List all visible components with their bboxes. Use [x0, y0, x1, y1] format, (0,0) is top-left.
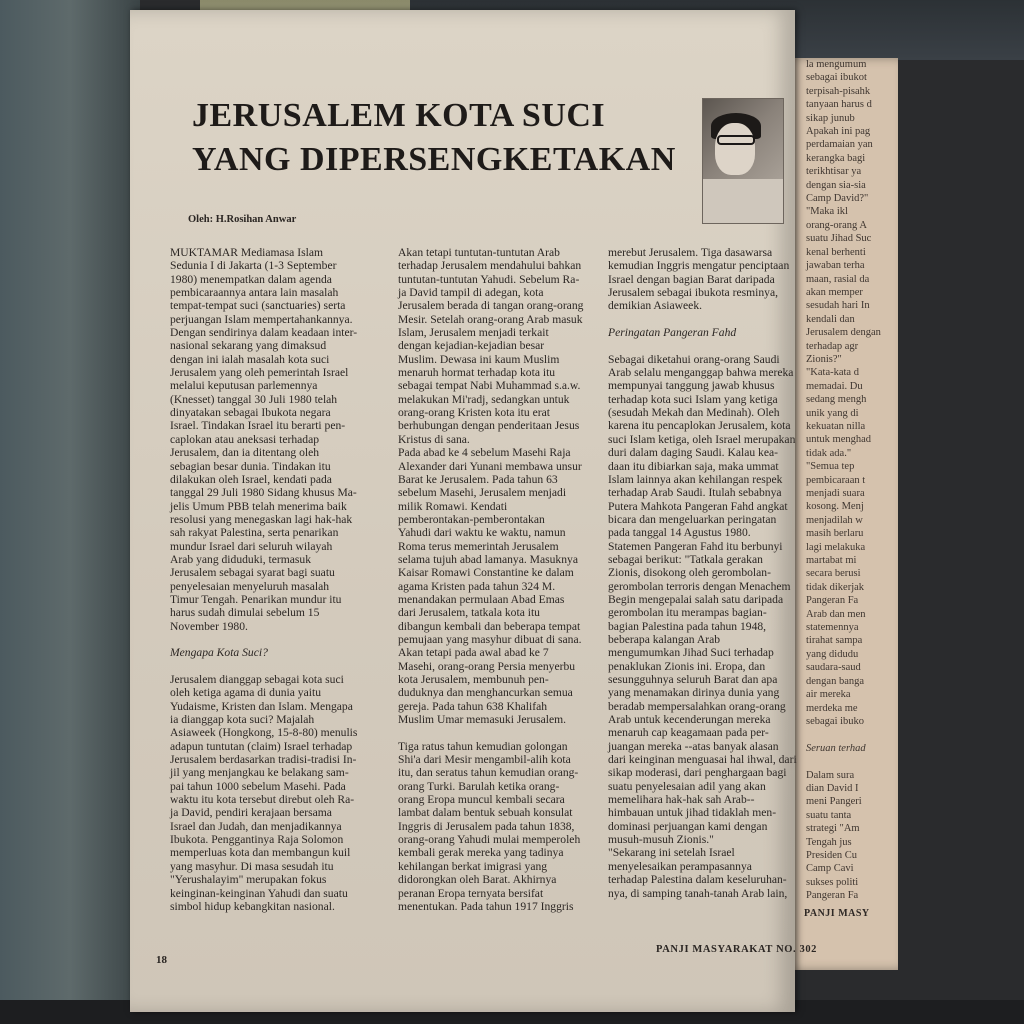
text-line: sikap junub	[806, 112, 855, 124]
text-line: tidak dikerjak	[806, 581, 865, 593]
text-line: demikian Asiaweek.	[608, 299, 703, 313]
text-line: tuntutan-tuntutan Yahudi. Sebelum Ra-	[398, 272, 580, 286]
text-line: ia dianggap kota suci? Majalah	[170, 713, 315, 727]
text-line: martabat mi	[806, 555, 857, 567]
text-line: unik yang di	[806, 407, 859, 419]
facing-page-text	[788, 58, 898, 903]
text-line: tanyaan harus d	[806, 99, 872, 111]
text-line: yang menamakan dirinya dunia yang	[608, 686, 780, 700]
text-line: Shi'a dari Mesir mengambil-alih kota	[398, 753, 571, 767]
text-line: sukses politi	[806, 876, 859, 888]
author-photo-shirt	[703, 179, 783, 223]
text-line: melakukan Mi'radj, sedangkan untuk	[398, 392, 570, 406]
text-line: "Yerushalayim" merupakan fokus	[170, 873, 327, 887]
text-line: sebagai ibuko	[806, 715, 865, 727]
text-line: Akan tetapi tuntutan-tuntutan Arab	[398, 246, 560, 259]
text-line: pai tahun 1000 sebelum Masehi. Pada	[170, 779, 346, 793]
text-line: Putera Mahkota Pangeran Fahd angkat	[608, 499, 788, 513]
text-line: (sesudah Mekah dan Medinah). Oleh	[608, 406, 780, 420]
text-line: ja David, pendiri kerajaan bersama	[170, 806, 332, 820]
text-line: menentukan. Pada tahun 1917 Inggris	[398, 899, 574, 913]
text-line: secara berusi	[806, 568, 861, 580]
text-line: tidak ada."	[806, 447, 852, 459]
text-line: Sebagai diketahui orang-orang Saudi	[608, 352, 780, 366]
text-column-2	[398, 246, 608, 913]
text-line: pembicaraan t	[806, 474, 866, 486]
text-line: Jerusalem sebagai ibukota resminya,	[608, 286, 778, 300]
text-line: jil yang menjangkau ke belakang sam-	[170, 766, 349, 780]
text-line: Muslim Umar memasuki Jerusalem.	[398, 713, 567, 727]
magazine-page	[130, 10, 818, 1012]
text-line: Pangeran Fa	[806, 595, 859, 607]
text-line: Presiden Cu	[806, 849, 858, 861]
author-photo-face	[715, 123, 755, 175]
text-line: caplokan atau aneksasi terhadap	[170, 432, 320, 446]
text-line: "Semua tep	[806, 461, 855, 473]
blank-line	[788, 755, 898, 768]
text-line: Sedunia I di Jakarta (1-3 September	[170, 259, 337, 273]
text-line: orang-orang A	[806, 219, 867, 231]
text-line: Statemen Pangeran Fahd itu berbunyi	[608, 539, 783, 553]
section-heading: Peringatan Pangeran Fahd	[608, 326, 737, 340]
text-line: penyelesaian menyeluruh masalah	[170, 579, 330, 593]
text-line: Pangeran Fa	[806, 890, 859, 902]
text-line: dengan banga	[806, 675, 865, 687]
text-line: MUKTAMAR Mediamasa Islam	[170, 246, 323, 259]
blank-line	[170, 660, 402, 673]
text-line: sebagai ibukot	[806, 72, 867, 84]
text-line: terikhtisar ya	[806, 166, 862, 178]
text-line: terhadap Palestina dalam keseluruhan-	[608, 873, 787, 887]
text-line: karena itu pencaplokan Jerusalem, kota	[608, 419, 791, 433]
text-line: peranan Eropa ternyata bersifat	[398, 886, 544, 900]
text-line: memelihara hak-hak sah Arab--	[608, 793, 755, 807]
text-line: Kaisar Romawi Constantine ke dalam	[398, 566, 574, 580]
text-line: kosong. Menj	[806, 501, 864, 513]
text-line: perdamaian yan	[806, 139, 873, 151]
text-line: daan itu dibiarkan saja, maka ummat	[608, 459, 779, 473]
text-line: suatu penyelesaian adil yang akan	[608, 779, 766, 793]
text-line: Islam lainnya akan kehilangan respek	[608, 472, 783, 486]
text-line: pada tanggal 14 Agustus 1980.	[608, 526, 751, 540]
text-line: Roma terus memerintah Jerusalem	[398, 539, 559, 553]
text-line: duri dalam daging Saudi. Kalau kea-	[608, 446, 778, 460]
text-line: lambat dalam bentuk sebuah konsulat	[398, 806, 573, 820]
text-line: juangan mereka --atas banyak alasan	[608, 739, 779, 753]
text-line: keinginan-keinginan Yahudi dan suatu	[170, 886, 348, 900]
text-line: sah rakyat Palestina, serta penarikan	[170, 526, 339, 540]
text-line: merdeka me	[806, 702, 858, 714]
text-line: "Maka ikl	[806, 206, 848, 218]
text-line: saudara-saud	[806, 662, 861, 674]
text-line: sebagian besar dunia. Tindakan itu	[170, 459, 331, 473]
text-line: dinyatakan sebagai Ibukota negara	[170, 406, 331, 420]
text-line: lagi melakuka	[806, 541, 866, 553]
text-line: maan, rasial da	[806, 273, 870, 285]
text-line: Begin mengepalai salah satu daripada	[608, 592, 784, 606]
text-line: Jerusalem yang oleh pemerintah Israel	[170, 366, 349, 380]
text-line: Jerusalem berdasarkan tradisi-tradisi In-	[170, 753, 357, 767]
text-line: akan memper	[806, 286, 863, 298]
text-line: Kristus di sana.	[398, 432, 470, 446]
text-line: meni Pangeri	[806, 796, 862, 808]
text-line: Camp Cavi	[806, 863, 854, 875]
text-line: terpisah-pisahk	[806, 85, 871, 97]
title-line-2: YANG DIPERSENGKETAKAN	[192, 141, 676, 178]
text-line: Barat ke Jerusalem. Pada tahun 63	[398, 472, 558, 486]
text-line: simbol hidup kebangkitan nasional.	[170, 899, 335, 913]
text-line: Arab untuk kecenderungan mereka	[608, 713, 771, 727]
text-line: sedang mengh	[806, 394, 867, 406]
running-footer: PANJI MASYARAKAT NO. 302	[656, 944, 818, 955]
blank-line	[608, 339, 798, 352]
text-line: orang Turki. Barulah ketika orang-	[398, 779, 560, 793]
text-line: Tengah jus	[806, 836, 852, 848]
text-line: kenal berhenti	[806, 246, 866, 258]
text-line: kehilangan berkat imigrasi yang	[398, 859, 548, 873]
text-line: terhadap Arab Saudi. Itulah sebabnya	[608, 486, 782, 500]
text-line: Dengan sendirinya dalam keadaan inter-	[170, 326, 358, 340]
blank-line	[788, 728, 898, 741]
section-heading: Mengapa Kota Suci?	[170, 646, 268, 660]
text-line: nasional sekarang yang dimaksud	[170, 339, 327, 353]
text-line: Jerusalem dianggap sebagai kota suci	[170, 673, 344, 686]
text-line: Jerusalem, dan ia ditentang oleh	[170, 446, 320, 460]
text-line: resolusi yang menegaskan lagi hak-hak	[170, 512, 353, 526]
text-line: Muslim. Dewasa ini kaum Muslim	[398, 352, 560, 366]
text-line: milik Romawi. Kendati	[398, 499, 508, 513]
text-line: dian David I	[806, 782, 859, 794]
text-line: Asiaweek (Hongkong, 15-8-80) menulis	[170, 726, 358, 740]
text-line: 1980) menempatkan dalam agenda	[170, 272, 332, 286]
text-line: Jerusalem berada di tangan orang-orang	[398, 299, 584, 313]
text-line: selama tujuh abad lamanya. Masuknya	[398, 552, 578, 566]
text-line: adapun tuntutan (claim) Israel terhadap	[170, 739, 353, 753]
text-line: menandakan permulaan Abad Emas	[398, 592, 565, 606]
title-line-1: JERUSALEM KOTA SUCI	[192, 97, 606, 134]
text-line: orang-orang Yahudi mulai memperoleh	[398, 833, 581, 847]
text-line: statemennya	[806, 622, 859, 634]
text-line: gerombolan itu merampas bagian-	[608, 606, 767, 620]
text-line: suatu Jihad Suc	[806, 233, 872, 245]
blank-line	[170, 633, 402, 646]
text-line: gereja. Pada tahun 638 Khalifah	[398, 699, 548, 713]
text-column-3	[608, 246, 798, 900]
text-line: melalui keputusan parlemennya	[170, 379, 318, 393]
text-line: oleh ketiga agama di dunia yaitu	[170, 686, 321, 700]
text-line: pemujaan yang masyhur dibuat di sana.	[398, 632, 582, 646]
text-line: perjuangan Islam mempertahankannya.	[170, 312, 353, 326]
section-heading: Seruan terhad	[806, 742, 866, 754]
text-line: "Sekarang ini setelah Israel	[608, 846, 735, 860]
text-column-1	[170, 246, 402, 913]
byline: Oleh: H.Rosihan Anwar	[188, 214, 297, 225]
text-line: waktu itu kota tersebut direbut oleh Ra-	[170, 793, 355, 807]
text-line: terhadap Jerusalem mendahului bahkan	[398, 259, 582, 273]
text-line: sesungguhnya seluruh Barat dan apa	[608, 673, 778, 686]
text-line: menjadi suara	[806, 488, 865, 499]
text-line: sebagai berikut: "Tatkala gerakan	[608, 552, 763, 566]
text-line: orang-orang Kristen kota itu erat	[398, 406, 550, 420]
text-line: pembicaraannya antara lain masalah	[170, 286, 339, 300]
text-line: sesudah hari In	[806, 300, 870, 312]
text-line: Ibukota. Penggantinya Raja Solomon	[170, 833, 344, 847]
text-line: suci Islam ketiga, oleh Israel merupakan	[608, 432, 796, 446]
blank-line	[398, 726, 608, 739]
text-line: Akan tetapi pada awal abad ke 7	[398, 646, 549, 660]
text-line: kota Jerusalem, membunuh pen-	[398, 673, 549, 686]
text-line: memperluas kota dan membangun kuil	[170, 846, 351, 860]
text-line: penaklukan Zionis ini. Eropa, dan	[608, 659, 766, 673]
text-line: agama Kristen pada tahun 324 M.	[398, 579, 556, 593]
text-line: memadai. Du	[806, 380, 863, 392]
text-line: menyelesaikan perampasannya	[608, 859, 752, 873]
text-line: tempat-tempat suci (sanctuaries) serta	[170, 299, 346, 313]
text-line: Jerusalem dengan	[806, 327, 881, 339]
text-line: jelis Umum PBB telah menerima baik	[170, 499, 347, 513]
text-line: terhadap kota suci Islam yang ketiga	[608, 392, 778, 406]
text-line: musuh-musuh Zionis."	[608, 833, 714, 847]
text-line: menaruh cap keagamaan pada per-	[608, 726, 769, 740]
text-line: merebut Jerusalem. Tiga dasawarsa	[608, 246, 773, 259]
text-line: Camp David?"	[806, 193, 869, 205]
text-line: Dalam sura	[806, 769, 855, 781]
text-line: ja David tampil di adegan, kota	[398, 286, 544, 300]
text-line: Yahudi dari waktu ke waktu, namun	[398, 526, 566, 540]
text-line: beberapa kalangan Arab	[608, 632, 721, 646]
text-line: Inggris di Jerusalem pada tahun 1838,	[398, 819, 575, 833]
text-line: bicara dan mengeluarkan peringatan	[608, 512, 777, 526]
text-line: pemberontakan-pemberontakan	[398, 512, 545, 526]
text-line: beradab mempersalahkan orang-orang	[608, 699, 786, 713]
text-line: orang Eropa muncul kembali secara	[398, 793, 565, 807]
text-line: la mengumum	[806, 59, 867, 70]
text-line: kemudian Inggris mengatur penciptaan	[608, 259, 790, 273]
text-line: dilakukan oleh Israel, kendati pada	[170, 472, 332, 486]
text-line: kembali gerak mereka yang tadinya	[398, 846, 564, 860]
text-line: kekuatan nilla	[806, 420, 866, 432]
text-line: mengumumkan Jihad Suci terhadap	[608, 646, 774, 660]
text-line: dominasi perjuangan kami dengan	[608, 819, 768, 833]
text-line: nya, di samping tanah-tanah Arab lain,	[608, 886, 788, 900]
text-line: dengan ini ialah masalah kota suci	[170, 352, 330, 366]
text-line: sebagai tempat Nabi Muhammad s.a.w.	[398, 379, 581, 393]
text-line: Islam, Jerusalem menjadi terkait	[398, 326, 549, 340]
text-line: Jerusalem sebagai syarat bagi suatu	[170, 566, 335, 580]
text-line: Israel dan Judah, dan menjadikannya	[170, 819, 342, 833]
text-line: duduknya dan menghancurkan semua	[398, 686, 573, 700]
text-line: gerombolan terroris dengan Menachem	[608, 579, 791, 593]
facing-page-footer: PANJI MASY	[804, 908, 870, 919]
text-line: kendali dan	[806, 313, 855, 325]
text-line: Alexander dari Yunani membawa unsur	[398, 459, 582, 473]
text-line: Mesir. Setelah orang-orang Arab masuk	[398, 312, 583, 326]
author-photo-glasses	[717, 135, 755, 145]
text-line: menaruh hormat terhadap kota itu	[398, 366, 556, 380]
text-line: Arab yang diduduki, termasuk	[170, 552, 312, 566]
text-line: harus sudah dimulai sebelum 15	[170, 606, 320, 620]
text-line: yang didudu	[806, 648, 859, 660]
text-line: itu, dan seratus tahun kemudian orang-	[398, 766, 579, 780]
article-title	[192, 94, 676, 182]
text-line: "Kata-kata d	[806, 367, 859, 379]
text-line: November 1980.	[170, 619, 248, 633]
background-left	[0, 0, 140, 1024]
text-line: menjadilah w	[806, 514, 863, 526]
text-line: kerangka bagi	[806, 152, 866, 164]
text-line: terhadap agr	[806, 340, 859, 352]
text-line: tanggal 29 Juli 1980 Sidang khusus Ma-	[170, 486, 357, 500]
text-line: Israel dengan bagian Barat daripada	[608, 272, 775, 286]
text-line: masih berlaru	[806, 528, 864, 540]
text-line: Pada abad ke 4 sebelum Masehi Raja	[398, 446, 571, 460]
text-line: sikap moderasi, dari penghargaan bagi	[608, 766, 787, 780]
author-photo	[702, 98, 784, 224]
text-line: Apakah ini pag	[806, 126, 871, 138]
text-line: air mereka	[806, 689, 851, 701]
text-line: Israel. Tindakan Israel itu berarti pen-	[170, 419, 346, 433]
text-line: untuk menghad	[806, 434, 872, 446]
page-number: 18	[156, 954, 167, 966]
text-line: didorongkan oleh Barat. Akhirnya	[398, 873, 557, 887]
text-line: suatu tanta	[806, 809, 852, 821]
text-line: tirahat sampa	[806, 635, 863, 647]
text-line: bagian Palestina pada tahun 1948,	[608, 619, 767, 633]
text-line: Yudaisme, Kristen dan Islam. Mengapa	[170, 699, 353, 713]
text-line: Arab selalu menganggap bahwa mereka	[608, 366, 794, 380]
text-line: (Knesset) tanggal 30 Juli 1980 telah	[170, 392, 338, 406]
text-line: yang masyhur. Di masa sesudah itu	[170, 859, 334, 873]
text-line: Zionis, disokong oleh gerombolan-	[608, 566, 771, 580]
text-line: himbauan untuk jihad tidaklah men-	[608, 806, 777, 820]
text-line: Masehi, orang-orang Persia menyerbu	[398, 659, 576, 673]
facing-page	[788, 58, 898, 970]
text-line: dibangun kembali dan beberapa tempat	[398, 619, 581, 633]
blank-line	[608, 313, 798, 326]
text-line: Tiga ratus tahun kemudian golongan	[398, 739, 568, 753]
text-line: strategi "Am	[806, 823, 860, 835]
text-line: mundur Israel dari seluruh wilayah	[170, 539, 333, 553]
text-line: mempunyai tanggung jawab khusus	[608, 379, 775, 393]
text-line: berhubungan dengan penderitaan Jesus	[398, 419, 580, 433]
text-line: dari keinginan menguasai hal ihwal, dari	[608, 753, 797, 767]
text-line: Timur Tengah. Penarikan mundur itu	[170, 592, 342, 606]
text-line: jawaban terha	[806, 260, 865, 272]
text-line: dengan kejadian-kejadian besar	[398, 339, 545, 353]
text-line: dengan sia-sia	[806, 179, 866, 191]
text-line: dari Jerusalem, tatkala kota itu	[398, 606, 540, 620]
text-line: Zionis?"	[806, 353, 842, 365]
text-line: sebelum Masehi, Jerusalem menjadi	[398, 486, 567, 500]
text-line: Arab dan men	[806, 608, 866, 620]
